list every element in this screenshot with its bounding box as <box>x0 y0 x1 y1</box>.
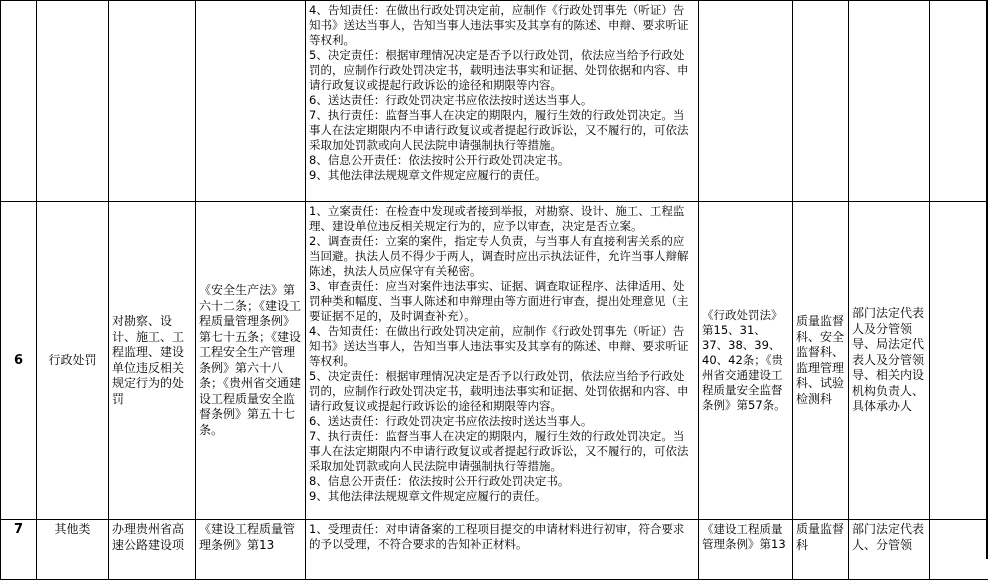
row-category: 其他类 <box>37 520 109 580</box>
responsibility-item: 7、执行责任：监督当事人在决定的期限内，履行生效的行政处罚决定。当事人在法定期限内不申请行政复议或者提起行政诉讼，又不履行的，可依法采取加处罚款或向人民法院申请强制执行等措施。 <box>309 429 695 474</box>
row-law: 《行政处罚法》第15、31、37、38、39、40、42条；《贵州省交通建设工程质量安全监督条例》第57条。 <box>699 202 793 520</box>
row-basis: 《建设工程质量管理条例》第13 <box>196 520 306 580</box>
responsibility-item: 1、受理责任：对申请备案的工程项目提交的申请材料进行初审，符合要求的予以受理，不符合要求的告知补正材料。 <box>309 522 695 552</box>
row-note <box>930 520 988 580</box>
row-object: 办理贵州省高速公路建设项 <box>109 520 196 580</box>
row-category: 行政处罚 <box>37 202 109 520</box>
responsibility-item: 4、告知责任：在做出行政处罚决定前，应制作《行政处罚事先（听证）告知书》送达当事人，告知当事人违法事实及其享有的陈述、申辩、要求听证等权利。 <box>309 324 695 369</box>
row-dept <box>793 1 849 202</box>
row-law <box>699 1 793 202</box>
row-note <box>930 1 988 202</box>
table-row <box>1 202 988 520</box>
responsibility-item: 5、决定责任：根据审理情况决定是否予以行政处罚，依法应当给予行政处罚的，应制作行政处罚决定书，载明违法事实和证据、处罚依据和内容、申请行政复议或提起行政诉讼的途径和期限等内容。 <box>309 369 695 414</box>
row-object: 对勘察、设计、施工、工程监理、建设单位违反相关规定行为的处罚 <box>109 202 196 520</box>
row-number: 7 <box>1 520 37 580</box>
table-row <box>1 1 988 202</box>
row-responsibilities <box>306 520 699 580</box>
responsibility-item: 2、调查责任：立案的案件，指定专人负责，与当事人有直接利害关系的应当回避。执法人员不得少于两人，调查时应出示执法证件，允许当事人辩解陈述，执法人员应保守有关秘密。 <box>309 234 695 279</box>
row-dept: 质量监督科、安全监督科、监理管理科、试验检测科 <box>793 202 849 520</box>
row-person: 部门法定代表人、分管领 <box>849 520 930 580</box>
row-number <box>1 1 37 202</box>
responsibility-item: 9、其他法律法规规章文件规定应履行的责任。 <box>309 168 695 183</box>
row-category <box>37 1 109 202</box>
responsibility-item: 8、信息公开责任：依法按时公开行政处罚决定书。 <box>309 153 695 168</box>
row-dept: 质量监督科 <box>793 520 849 580</box>
row-responsibilities <box>306 202 699 520</box>
row-note <box>930 202 988 520</box>
responsibility-item: 6、送达责任：行政处罚决定书应依法按时送达当事人。 <box>309 93 695 108</box>
responsibility-item: 7、执行责任：监督当事人在决定的期限内，履行生效的行政处罚决定。当事人在法定期限内不申请行政复议或者提起行政诉讼，又不履行的，可依法采取加处罚款或向人民法院申请强制执行等措施。 <box>309 108 695 153</box>
responsibility-item: 5、决定责任：根据审理情况决定是否予以行政处罚，依法应当给予行政处罚的，应制作行政处罚决定书，载明违法事实和证据、处罚依据和内容、申请行政复议或提起行政诉讼的途径和期限等内容。 <box>309 48 695 93</box>
row-person: 部门法定代表人及分管领导、局法定代表人及分管领导、相关内设机构负责人、具体承办人 <box>849 202 930 520</box>
row-basis: 《安全生产法》第六十二条；《建设工程质量管理条例》第七十五条；《建设工程安全生产管理条例》第六十八条；《贵州省交通建设工程质量安全监督条例》第五十七条。 <box>196 202 306 520</box>
row-responsibilities <box>306 1 699 202</box>
responsibility-item: 6、送达责任：行政处罚决定书应依法按时送达当事人。 <box>309 414 695 429</box>
responsibility-item: 3、审查责任：应当对案件违法事实、证据、调查取证程序、法律适用、处罚种类和幅度、当事人陈述和申辩理由等方面进行审查，提出处理意见（主要证据不足的，及时调查补充）。 <box>309 279 695 324</box>
table-row <box>1 520 988 580</box>
row-basis <box>196 1 306 202</box>
row-law: 《建设工程质量管理条例》第13 <box>699 520 793 580</box>
row-number: 6 <box>1 202 37 520</box>
responsibility-item: 4、告知责任：在做出行政处罚决定前，应制作《行政处罚事先（听证）告知书》送达当事人，告知当事人违法事实及其享有的陈述、申辩、要求听证等权利。 <box>309 3 695 48</box>
row-object <box>109 1 196 202</box>
responsibility-item: 9、其他法律法规规章文件规定应履行的责任。 <box>309 489 695 504</box>
row-person <box>849 1 930 202</box>
responsibility-item: 8、信息公开责任：依法按时公开行政处罚决定书。 <box>309 474 695 489</box>
responsibility-item: 1、立案责任：在检查中发现或者接到举报，对勘察、设计、施工、工程监理、建设单位违反相关规定行为的，应予以审查，决定是否立案。 <box>309 204 695 234</box>
